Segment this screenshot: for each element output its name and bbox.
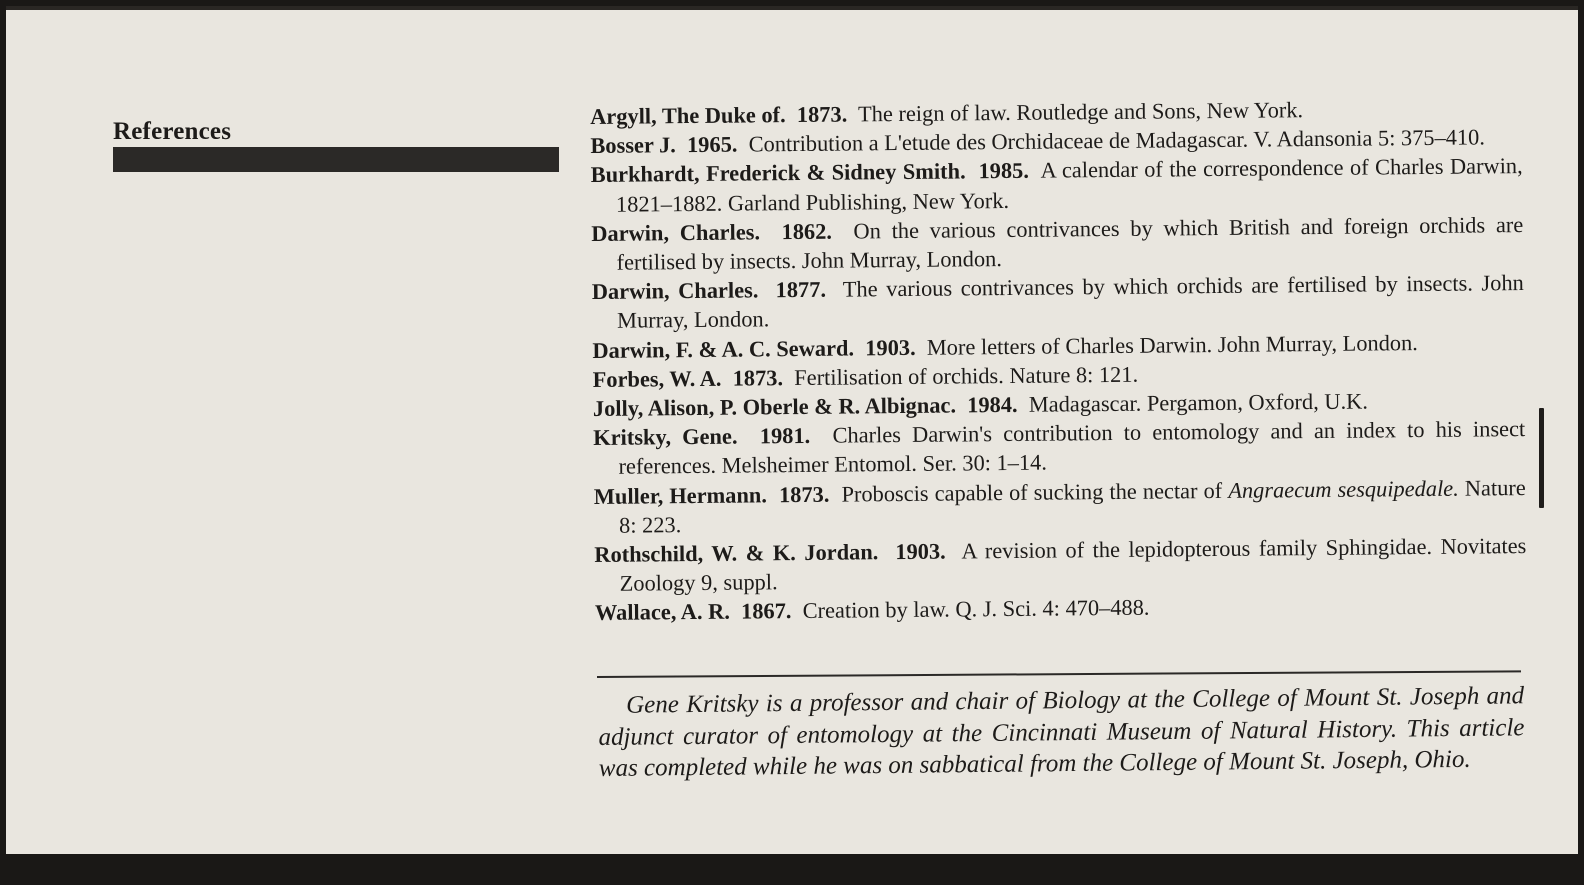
reference-author: Darwin, F. & A. C. Seward. bbox=[592, 335, 855, 363]
reference-author: Wallace, A. R. bbox=[594, 599, 730, 626]
reference-text: The reign of law. Routledge and Sons, New York. bbox=[857, 97, 1304, 127]
reference-list bbox=[590, 93, 1527, 628]
reference-year: 1873. bbox=[732, 364, 784, 391]
reference-year: 1877. bbox=[775, 276, 827, 303]
reference-text: On the various contrivances by which British and foreign orchids are fertilised by insects. John Murray, London. bbox=[616, 211, 1524, 275]
reference-text: Contribution a L'etude des Orchidaceae de Madagascar. V. Adansonia 5: 375–410. bbox=[748, 124, 1486, 157]
reference-year: 1903. bbox=[865, 334, 916, 360]
reference-author: Darwin, Charles. bbox=[591, 219, 761, 246]
reference-text: Fertilisation of orchids. Nature 8: 121. bbox=[794, 361, 1139, 390]
author-bio: Gene Kritsky is a professor and chair of Biology at the College of Mount St. Joseph and adjunct curator of entomology at the Cincinnati Museum of Natural History. This article was completed while he was on sabbatical from the College of Mount St. Joseph, Ohio. bbox=[598, 682, 1525, 782]
margin-bracket-mark bbox=[1539, 408, 1544, 508]
reference-text: A calendar of the correspondence of Charles Darwin, 1821–1882. Garland Publishing, New York. bbox=[615, 153, 1523, 217]
reference-text: More letters of Charles Darwin. John Murray, London. bbox=[926, 329, 1418, 360]
reference-year: 1985. bbox=[978, 158, 1030, 184]
document-page bbox=[6, 6, 1578, 868]
reference-author: Forbes, W. A. bbox=[592, 365, 722, 392]
reference-text: A revision of the lepidopterous family Sphingidae. Novitates Zoology 9, suppl. bbox=[619, 533, 1527, 596]
reference-year: 1984. bbox=[967, 391, 1018, 418]
reference-entry bbox=[591, 151, 1524, 218]
reference-author: Darwin, Charles. bbox=[591, 277, 759, 305]
reference-entry bbox=[594, 531, 1527, 598]
bottom-edge-band bbox=[6, 854, 1578, 868]
reference-entry bbox=[594, 473, 1527, 540]
reference-author: Jolly, Alison, P. Oberle & R. Albignac. bbox=[592, 392, 957, 422]
reference-author: Muller, Hermann. bbox=[593, 481, 768, 509]
reference-text: The various contrivances by which orchids are fertilised by insects. John Murray, London. bbox=[616, 270, 1524, 334]
heading-rule-bar bbox=[113, 147, 559, 172]
reference-text: Nature 8: 223. bbox=[618, 474, 1526, 538]
reference-species-name: Angraecum sesquipedale. bbox=[1228, 475, 1459, 503]
section-heading: References bbox=[113, 118, 232, 145]
reference-author: Argyll, The Duke of. bbox=[590, 102, 786, 129]
reference-text: Charles Darwin's contribution to entomology and an index to his insect references. Melsheimer Entomol. Ser. 30: 1–14. bbox=[618, 416, 1526, 480]
reference-entry bbox=[593, 414, 1526, 481]
reference-entry bbox=[592, 268, 1525, 335]
reference-author: Bosser J. bbox=[590, 132, 676, 159]
reference-year: 1981. bbox=[759, 423, 811, 449]
reference-text: Creation by law. Q. J. Sci. 4: 470–488. bbox=[802, 595, 1150, 624]
reference-text: Proboscis capable of sucking the nectar of bbox=[841, 477, 1229, 507]
reference-year: 1903. bbox=[895, 538, 946, 565]
reference-text: Madagascar. Pergamon, Oxford, U.K. bbox=[1028, 388, 1368, 417]
reference-entry bbox=[591, 210, 1524, 277]
reference-year: 1873. bbox=[778, 481, 830, 507]
reference-year: 1873. bbox=[796, 101, 848, 128]
reference-year: 1965. bbox=[686, 131, 738, 158]
bio-divider bbox=[597, 670, 1521, 678]
reference-author: Burkhardt, Frederick & Sidney Smith. bbox=[590, 158, 966, 188]
top-edge-shadow bbox=[6, 6, 1578, 10]
reference-author: Kritsky, Gene. bbox=[593, 423, 738, 451]
reference-year: 1867. bbox=[740, 598, 792, 625]
reference-year: 1862. bbox=[781, 218, 833, 244]
reference-author: Rothschild, W. & K. Jordan. bbox=[594, 539, 879, 568]
